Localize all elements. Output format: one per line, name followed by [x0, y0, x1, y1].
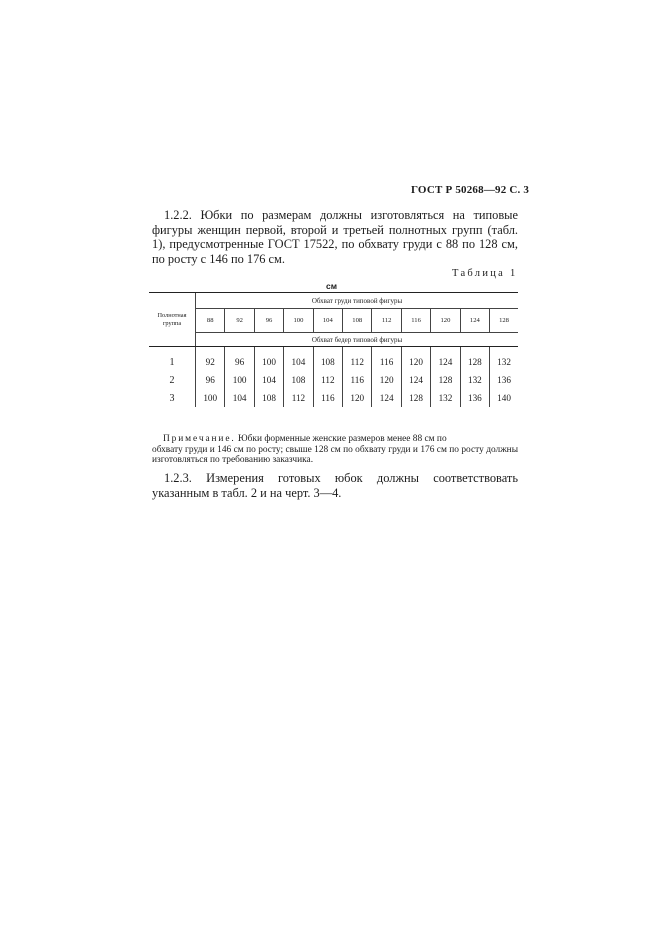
hip-value: 108 — [284, 371, 313, 389]
chest-value: 128 — [490, 309, 518, 333]
chest-value: 112 — [372, 309, 401, 333]
hip-value: 124 — [372, 389, 401, 407]
hip-value: 124 — [431, 347, 460, 372]
chest-value: 108 — [343, 309, 372, 333]
size-table — [149, 292, 518, 407]
hip-value: 116 — [343, 371, 372, 389]
hip-value: 100 — [196, 389, 225, 407]
hip-value: 128 — [401, 389, 430, 407]
group-label: 3 — [169, 392, 175, 404]
note-label: Примечание. — [163, 434, 236, 444]
hip-value: 100 — [225, 371, 254, 389]
hip-value: 140 — [490, 389, 518, 407]
hip-value: 128 — [460, 347, 489, 372]
hip-value: 92 — [196, 347, 225, 372]
table-row — [149, 347, 518, 372]
hip-value: 112 — [343, 347, 372, 372]
hip-value: 104 — [254, 371, 283, 389]
hip-value: 132 — [460, 371, 489, 389]
hip-value: 112 — [313, 371, 342, 389]
table-row — [149, 371, 518, 389]
hip-value: 108 — [254, 389, 283, 407]
note-text-line1: Юбки форменные женские размеров менее 88 см по — [238, 434, 447, 444]
chest-value: 120 — [431, 309, 460, 333]
paragraph-1-2-2: 1.2.2. Юбки по размерам должны изготовляться на типовые фигуры женщин первой, второй и третьей полнотных групп (табл. 1), предусмотренные ГОСТ 17522, по обхвату груди с 88 по 128 см, по росту с 146 по 176 см. — [152, 208, 518, 267]
chest-value: 124 — [460, 309, 489, 333]
page-header: ГОСТ Р 50268—92 С. 3 — [411, 184, 530, 196]
table-units: см — [326, 281, 338, 291]
hip-value: 136 — [490, 371, 518, 389]
hip-value: 104 — [284, 347, 313, 372]
hip-value: 104 — [225, 389, 254, 407]
hip-value: 96 — [196, 371, 225, 389]
hip-value: 116 — [372, 347, 401, 372]
chest-value: 92 — [225, 309, 254, 333]
hip-value: 96 — [225, 347, 254, 372]
hip-value: 100 — [254, 347, 283, 372]
table-header-row — [149, 293, 518, 309]
chest-value: 88 — [196, 309, 225, 333]
hip-value: 108 — [313, 347, 342, 372]
group-label: 2 — [169, 374, 175, 386]
hip-value: 120 — [372, 371, 401, 389]
hip-value: 124 — [401, 371, 430, 389]
hip-value: 128 — [431, 371, 460, 389]
hip-header-row — [149, 333, 518, 347]
group-label: 1 — [169, 356, 175, 368]
group-column-header: Полнотная группа — [149, 293, 196, 347]
note-text-rest: обхвату груди и 146 см по росту; свыше 128 см по обхвату груди и 176 см по росту должны изготовляться по требованию заказчика. — [152, 444, 518, 466]
chest-value: 116 — [401, 309, 430, 333]
chest-value: 96 — [254, 309, 283, 333]
table-caption: Таблица 1 — [452, 268, 518, 279]
table-row — [149, 389, 518, 407]
hip-header: Обхват бедер типовой фигуры — [196, 333, 519, 347]
hip-value: 136 — [460, 389, 489, 407]
paragraph-1-2-3: 1.2.3. Измерения готовых юбок должны соответствовать указанным в табл. 2 и на черт. 3—4. — [152, 471, 518, 500]
chest-header: Обхват груди типовой фигуры — [196, 293, 519, 309]
chest-values-row — [149, 309, 518, 333]
chest-value: 104 — [313, 309, 342, 333]
hip-value: 132 — [431, 389, 460, 407]
table-note — [152, 434, 518, 466]
hip-value: 120 — [343, 389, 372, 407]
hip-value: 116 — [313, 389, 342, 407]
hip-value: 132 — [490, 347, 518, 372]
hip-value: 120 — [401, 347, 430, 372]
hip-value: 112 — [284, 389, 313, 407]
chest-value: 100 — [284, 309, 313, 333]
